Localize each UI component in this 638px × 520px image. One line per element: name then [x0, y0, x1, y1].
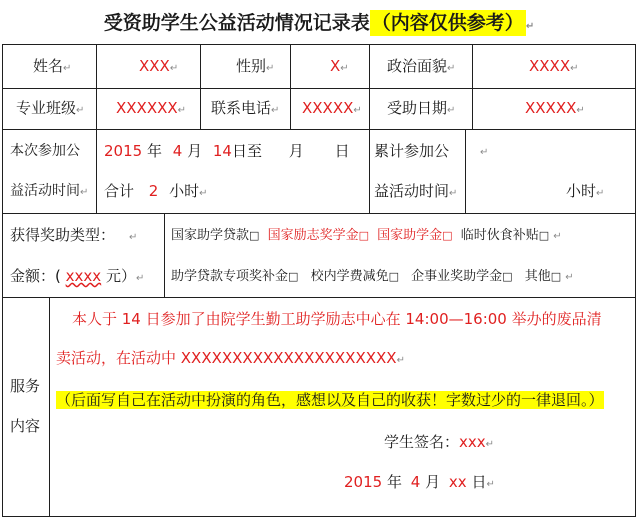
checkbox-icon[interactable]: □ — [358, 229, 369, 242]
col-divider-a — [96, 44, 97, 129]
activity-year: 2015 — [104, 142, 143, 160]
aid-type-label: 获得奖助类型： ↵ — [10, 226, 138, 244]
date-value: XXXXX↵ — [525, 99, 585, 117]
checkbox-icon[interactable]: □ — [442, 229, 453, 242]
name-value: XXX↵ — [139, 57, 179, 75]
row-divider-2 — [2, 129, 636, 130]
activity-total: 合计 2 小时↵ — [104, 182, 208, 200]
col-divider-h — [465, 129, 466, 213]
service-label-2: 内容 — [10, 417, 41, 435]
cumulative-label-2: 益活动时间↵ — [374, 182, 458, 200]
activity-time-label-2: 益活动时间↵ — [10, 183, 89, 199]
row-divider-3 — [2, 213, 636, 214]
activity-day2-unit: 日 — [334, 142, 350, 160]
cumulative-unit: 小时↵ — [566, 182, 605, 200]
signature-month: 4 — [410, 473, 421, 491]
aid-option-selected[interactable]: 国家助学金□ — [377, 228, 453, 243]
name-label: 姓名↵ — [33, 57, 72, 75]
amount-label: 金额：( xxxx 元）↵ — [10, 267, 145, 285]
gender-value: X↵ — [330, 57, 349, 75]
col-divider-e — [472, 44, 473, 129]
service-content-line-2: 卖活动，在活动中 XXXXXXXXXXXXXXXXXXXXX↵ — [56, 349, 405, 367]
gender-label: 性别↵ — [236, 57, 275, 75]
activity-month: 4 — [172, 142, 183, 160]
phone-label: 联系电话↵ — [211, 99, 280, 117]
activity-day-to: 日至 — [231, 142, 262, 160]
checkbox-icon[interactable]: □ — [249, 229, 260, 242]
activity-day: 14 — [212, 142, 232, 160]
col-divider-j — [49, 297, 50, 517]
paragraph-mark-icon: ↵ — [525, 21, 535, 32]
service-content-line-1: 本人于 14 日参加了由院学生勤工助学励志中心在 14:00—16:00 举办的废品清 — [72, 310, 602, 328]
signature-day-unit: 日 — [471, 473, 487, 491]
activity-month2-unit: 月 — [288, 142, 304, 160]
activity-date-range — [104, 141, 350, 161]
aid-options-line-2: 助学贷款专项奖补金□ 校内学费减免□ 企事业奖助学金□ 其他□ ↵ — [171, 269, 574, 284]
signature-label: 学生签名： — [384, 433, 460, 451]
col-divider-f — [96, 129, 97, 213]
checkbox-icon[interactable]: □ — [538, 229, 550, 242]
checkbox-icon[interactable]: □ — [502, 270, 513, 283]
aid-option[interactable]: 助学贷款专项奖补金□ — [171, 269, 299, 284]
signature-day: xx — [448, 473, 467, 491]
aid-option[interactable]: 临时伙食补贴□ — [460, 228, 550, 243]
class-label: 专业班级↵ — [16, 99, 85, 117]
activity-year-unit: 年 — [146, 142, 162, 160]
service-label-1: 服务 — [10, 377, 41, 395]
aid-option-selected[interactable]: 国家励志奖学金□ — [267, 228, 369, 243]
table-border-bottom — [2, 516, 636, 517]
political-value: XXXX↵ — [529, 57, 579, 75]
col-divider-i — [164, 213, 165, 297]
political-label: 政治面貌↵ — [387, 57, 456, 75]
aid-option[interactable]: 其他□ — [524, 269, 562, 284]
cumulative-value-mark: ↵ — [480, 147, 489, 158]
activity-time-label-1: 本次参加公 — [10, 143, 80, 159]
col-divider-d — [369, 44, 370, 129]
service-content-note: （后面写自己在活动中扮演的角色，感想以及自己的收获！字数过少的一律退回。） — [56, 391, 604, 409]
row-divider-1 — [2, 88, 636, 89]
aid-options-line-1: 国家助学贷款□ 国家励志奖学金□ 国家助学金□ 临时伙食补贴□ ↵ — [171, 228, 562, 243]
checkbox-icon[interactable]: □ — [388, 270, 399, 283]
signature-month-unit: 月 — [425, 473, 441, 491]
cumulative-label-1: 累计参加公 — [374, 142, 450, 160]
table-border-left — [2, 44, 3, 517]
class-value: XXXXXX↵ — [116, 99, 187, 117]
signature-value: xxx — [459, 433, 486, 451]
activity-total-value: 2 — [148, 182, 159, 200]
phone-value: XXXXX↵ — [302, 99, 362, 117]
date-label: 受助日期↵ — [387, 99, 456, 117]
row-divider-4 — [2, 297, 636, 298]
col-divider-b — [200, 44, 201, 129]
activity-total-label: 合计 — [104, 182, 135, 200]
signature-date: 2015 年 4 月 xx 日↵ — [344, 473, 495, 491]
signature-year-unit: 年 — [386, 473, 402, 491]
table-border-right — [635, 44, 636, 517]
col-divider-c — [290, 44, 291, 129]
student-signature: 学生签名：xxx↵ — [384, 433, 495, 451]
col-divider-g — [369, 129, 370, 213]
form-title-main: 受资助学生公益活动情况记录表 — [103, 12, 370, 34]
aid-option[interactable]: 企事业奖助学金□ — [411, 269, 513, 284]
aid-option[interactable]: 校内学费减免□ — [310, 269, 399, 284]
activity-month-unit: 月 — [187, 142, 203, 160]
checkbox-icon[interactable]: □ — [550, 270, 562, 283]
checkbox-icon[interactable]: □ — [288, 270, 299, 283]
signature-year: 2015 — [344, 473, 383, 491]
table-border-top — [2, 44, 636, 45]
amount-value: xxxx — [65, 267, 102, 285]
form-title-note: （内容仅供参考） — [371, 12, 524, 34]
activity-total-unit: 小时 — [169, 182, 200, 200]
form-title — [0, 6, 638, 40]
aid-option[interactable]: 国家助学贷款□ — [171, 228, 260, 243]
